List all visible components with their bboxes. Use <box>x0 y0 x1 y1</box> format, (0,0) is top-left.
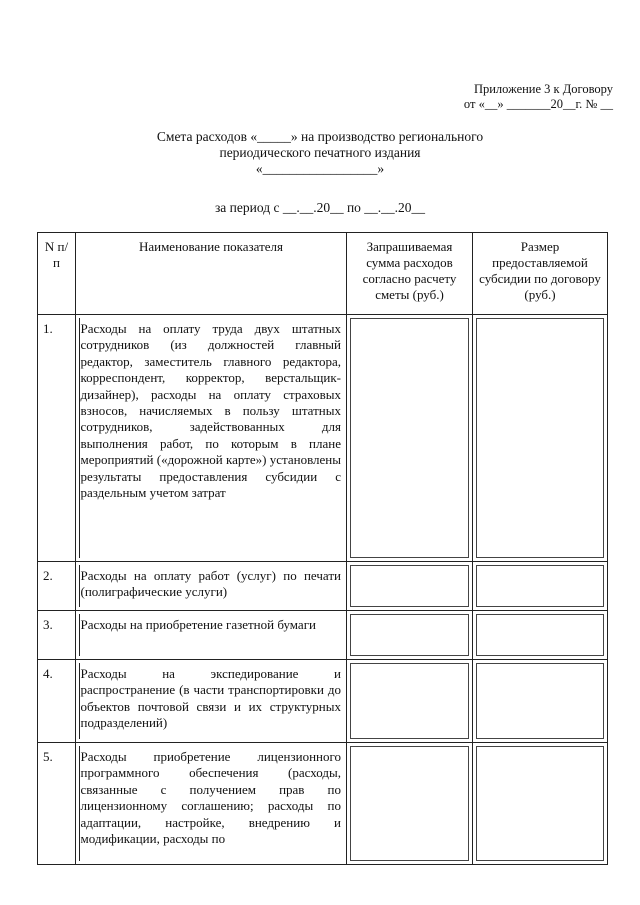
row-num: 1. <box>38 315 76 562</box>
requested-amount-cell[interactable] <box>347 315 473 562</box>
appendix-line-2: от «__» _______20__г. № __ <box>463 97 613 111</box>
table-row <box>38 562 608 611</box>
table-row <box>38 315 608 562</box>
row-num: 3. <box>38 611 76 660</box>
appendix-line-1: Приложение 3 к Договору <box>473 82 613 96</box>
subsidy-amount-cell[interactable] <box>473 660 608 743</box>
header-num: N п/п <box>38 233 76 315</box>
requested-amount-cell[interactable] <box>347 660 473 743</box>
table-row <box>38 743 608 865</box>
subsidy-amount-cell[interactable] <box>473 611 608 660</box>
row-num: 2. <box>38 562 76 611</box>
table-header-row <box>38 233 608 315</box>
title-line-2: периодического печатного издания <box>219 145 421 160</box>
period-line: за период с __.__.20__ по __.__.20__ <box>214 200 426 215</box>
table-row <box>38 660 608 743</box>
table-row <box>38 611 608 660</box>
row-name: Расходы приобретение лицензионного программного обеспечения (расходы, связанные с получением прав по лицензионному соглашению; расходы по адаптации, настройке, внедрению и модификации, расходы по <box>76 743 347 865</box>
title-line-1: Смета расходов «_____» на производство регионального <box>156 129 484 144</box>
row-num: 5. <box>38 743 76 865</box>
document-title <box>60 129 580 177</box>
row-name: Расходы на оплату работ (услуг) по печати (полиграфические услуги) <box>76 562 347 611</box>
subsidy-amount-cell[interactable] <box>473 562 608 611</box>
requested-amount-cell[interactable] <box>347 743 473 865</box>
title-line-3: «_________________» <box>255 161 385 176</box>
header-name: Наименование показателя <box>76 233 347 315</box>
row-name: Расходы на приобретение газетной бумаги <box>76 611 347 660</box>
appendix-reference <box>353 82 613 112</box>
requested-amount-cell[interactable] <box>347 611 473 660</box>
header-requested: Запрашиваемая сумма расходов согласно расчету сметы (руб.) <box>347 233 473 315</box>
requested-amount-cell[interactable] <box>347 562 473 611</box>
row-name: Расходы на оплату труда двух штатных сотрудников (из должностей главный редактор, заместитель главного редактора, корреспондент, корректор, верстальщик-дизайнер), расходы на оплату страховых взносов, начисляемых в пользу штатных сотрудников, задействованных для выполнения работ, по которым в плане мероприятий («дорожной карте») установлены результаты предоставления субсидии с раздельным учетом затрат <box>76 315 347 562</box>
header-subsidy: Размер предоставляемой субсидии по договору (руб.) <box>473 233 608 315</box>
subsidy-amount-cell[interactable] <box>473 743 608 865</box>
estimate-table <box>37 232 608 865</box>
subsidy-amount-cell[interactable] <box>473 315 608 562</box>
row-name: Расходы на экспедирование и распространение (в части транспортировки до объектов почтовой связи и их структурных подразделений) <box>76 660 347 743</box>
row-num: 4. <box>38 660 76 743</box>
